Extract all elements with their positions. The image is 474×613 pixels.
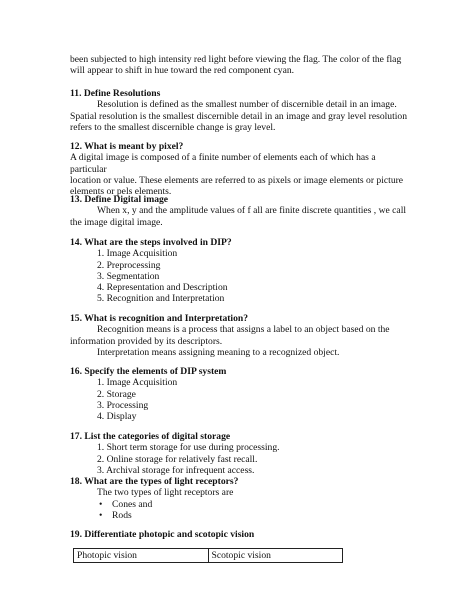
section-15: [70, 313, 410, 358]
text-line: been subjected to high intensity red light before viewing the flag. The color of the flag: [70, 54, 402, 65]
bullet-item: • Cones and: [70, 499, 410, 510]
text-line: A digital image is composed of a finite number of elements each of which has a particular: [70, 152, 376, 175]
elements-list: [70, 377, 410, 422]
steps-list: [70, 248, 410, 304]
text-line: refers to the smallest discernible change is gray level.: [70, 121, 276, 133]
section-heading: 12. What is meant by pixel?: [70, 141, 184, 152]
section-14: [70, 237, 410, 305]
list-item: 2. Preprocessing: [97, 259, 161, 271]
text-line: information provided by its descriptors.: [70, 335, 223, 347]
text-line: the image digital image.: [70, 216, 163, 228]
text-line: Interpretation means assigning meaning to a recognized object.: [97, 346, 340, 358]
section-heading: 17. List the categories of digital storage: [70, 431, 231, 442]
section-heading: 19. Differentiate photopic and scotopic vision: [70, 529, 255, 540]
section-13: [70, 194, 410, 228]
list-item: 3. Segmentation: [97, 270, 160, 282]
table-row: [74, 549, 343, 563]
section-heading: 15. What is recognition and Interpretation?: [70, 313, 249, 324]
storage-list: [70, 442, 410, 476]
section-heading: 14. What are the steps involved in DIP?: [70, 237, 232, 248]
section-heading: 16. Specify the elements of DIP system: [70, 366, 227, 377]
section-heading: 13. Define Digital image: [70, 194, 169, 205]
section-17: [70, 431, 410, 476]
comparison-table: [73, 548, 343, 563]
text-line: location or value. These elements are referred to as pixels or image elements or picture: [70, 174, 404, 186]
list-item: 2. Online storage for relatively fast recall.: [97, 453, 258, 465]
list-item: 2. Storage: [97, 388, 136, 400]
section-16: [70, 366, 410, 422]
text-line: Recognition means is a process that assigns a label to an object based on the: [97, 324, 390, 336]
table-cell-scotopic: Scotopic vision: [208, 549, 343, 563]
receptor-list: [70, 499, 410, 522]
section-heading: 11. Define Resolutions: [70, 88, 161, 99]
bullet-item: • Rods: [70, 510, 410, 521]
text-line: Spatial resolution is the smallest discernible detail in an image and gray level resolution: [70, 110, 408, 122]
text-line: elements or pels elements.: [70, 186, 172, 198]
list-item: 1. Image Acquisition: [97, 248, 178, 260]
list-item: 3. Processing: [97, 399, 149, 411]
text-line: The two types of light receptors are: [97, 487, 234, 499]
table-cell-photopic: Photopic vision: [74, 549, 209, 563]
text-line: Resolution is defined as the smallest number of discernible detail in an image.: [97, 99, 397, 111]
text-line: When x, y and the amplitude values of f all are finite discrete quantities , we call: [97, 205, 407, 217]
list-item: 5. Recognition and Interpretation: [97, 293, 225, 305]
section-heading: 18. What are the types of light receptors?: [70, 476, 239, 487]
list-item: 1. Short term storage for use during processing.: [97, 442, 280, 454]
list-item: 3. Archival storage for infrequent access.: [97, 464, 255, 476]
list-item: 4. Display: [97, 411, 137, 423]
text-line: will appear to shift in hue toward the red component cyan.: [70, 65, 295, 77]
section-19: [70, 529, 410, 540]
section-11: [70, 88, 410, 133]
section-12: [70, 141, 410, 197]
list-item: 1. Image Acquisition: [97, 377, 178, 389]
section-18: [70, 476, 410, 521]
intro-paragraph: [70, 54, 410, 77]
list-item: 4. Representation and Description: [97, 282, 228, 294]
